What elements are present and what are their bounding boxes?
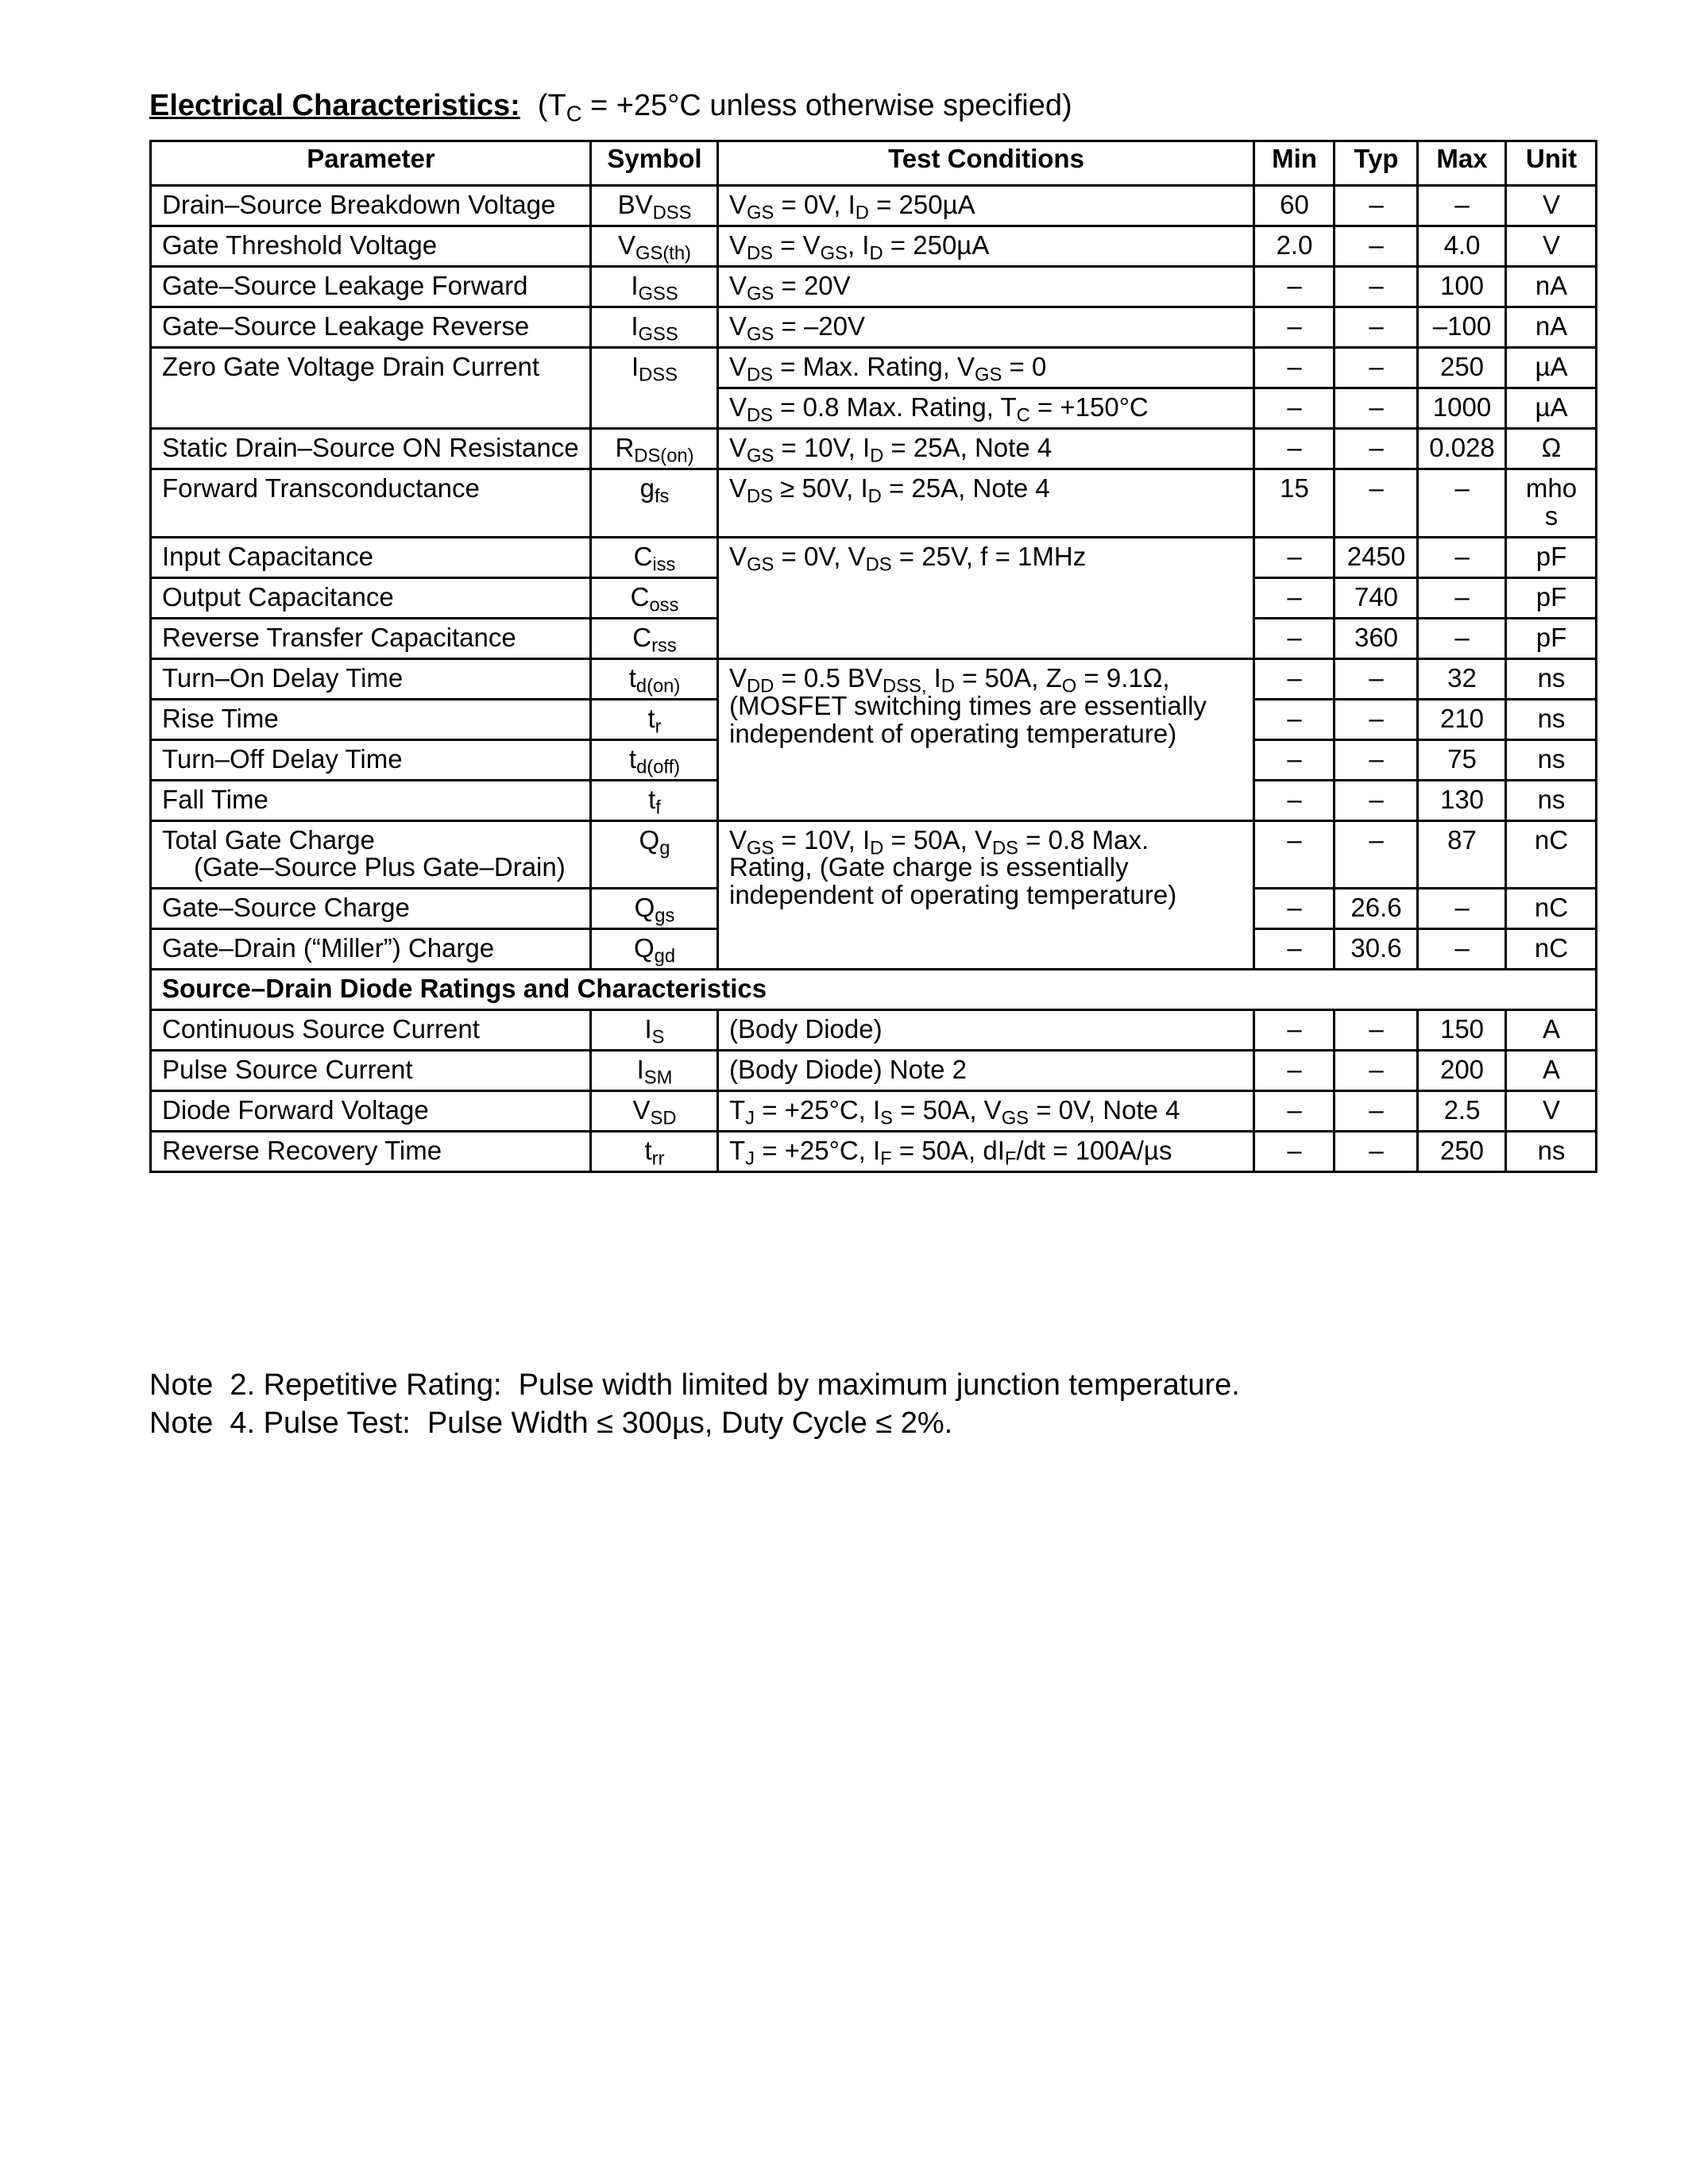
- param-cell: Reverse Recovery Time: [151, 1132, 591, 1172]
- param-cell: Zero Gate Voltage Drain Current: [151, 347, 591, 428]
- header-min: Min: [1254, 141, 1335, 186]
- symbol-cell: $I_{SM}$: [591, 1051, 718, 1091]
- unit-cell: A: [1506, 1051, 1597, 1091]
- param-cell: Reverse Transfer Capacitance: [151, 618, 591, 658]
- symbol-cell: $t_{d(off)}$: [591, 739, 718, 780]
- header-test-conditions: Test Conditions: [718, 141, 1254, 186]
- section-row: [151, 970, 1597, 1010]
- symbol-cell: $Q_g$: [591, 820, 718, 889]
- table-row: [151, 347, 1597, 388]
- param-cell: Continuous Source Current: [151, 1010, 591, 1051]
- unit-cell: pF: [1506, 618, 1597, 658]
- max-cell: 130: [1418, 780, 1506, 820]
- condition-cell: (Body Diode) Note 2: [718, 1051, 1254, 1091]
- condition-cell: $V_{DS} \ge 50V$, $I_D = 25A$, Note 4: [718, 469, 1254, 537]
- typ-cell: –: [1335, 1010, 1418, 1051]
- max-cell: 0.028: [1418, 428, 1506, 469]
- typ-cell: –: [1335, 469, 1418, 537]
- condition-cell: $V_{GS} = 10V$, $I_D = 50A$, $V_{DS} = 0.8$ Max. Rating, (Gate charge is essentially independent of operating temperature): [718, 820, 1254, 970]
- max-cell: –: [1418, 618, 1506, 658]
- condition-cell: (Body Diode): [718, 1010, 1254, 1051]
- unit-cell: ns: [1506, 699, 1597, 739]
- min-cell: –: [1254, 699, 1335, 739]
- condition-cell: $V_{GS} = 20V$: [718, 266, 1254, 307]
- symbol-cell: $V_{GS(th)}$: [591, 226, 718, 266]
- min-cell: –: [1254, 658, 1335, 699]
- min-cell: –: [1254, 739, 1335, 780]
- header-parameter: Parameter: [151, 141, 591, 186]
- unit-cell: ns: [1506, 739, 1597, 780]
- title-condition: ($T_C = +25^\circ C$ unless otherwise specified): [537, 89, 1072, 126]
- condition-cell: $V_{GS} = -20V$: [718, 307, 1254, 347]
- unit-cell: nA: [1506, 266, 1597, 307]
- unit-cell: nC: [1506, 889, 1597, 929]
- param-cell: Turn–Off Delay Time: [151, 739, 591, 780]
- param-cell: Forward Transconductance: [151, 469, 591, 537]
- max-cell: 200: [1418, 1051, 1506, 1091]
- min-cell: –: [1254, 889, 1335, 929]
- min-cell: –: [1254, 428, 1335, 469]
- typ-cell: –: [1335, 739, 1418, 780]
- typ-cell: –: [1335, 1091, 1418, 1132]
- param-cell: Fall Time: [151, 780, 591, 820]
- param-cell: Pulse Source Current: [151, 1051, 591, 1091]
- condition-cell: $V_{GS} = 0V$, $I_D = 250\mu A$: [718, 186, 1254, 226]
- max-cell: –: [1418, 889, 1506, 929]
- symbol-cell: $C_{oss}$: [591, 577, 718, 618]
- min-cell: –: [1254, 1051, 1335, 1091]
- min-cell: –: [1254, 347, 1335, 388]
- symbol-cell: $R_{DS(on)}$: [591, 428, 718, 469]
- min-cell: –: [1254, 537, 1335, 577]
- typ-cell: –: [1335, 658, 1418, 699]
- symbol-cell: $Q_{gd}$: [591, 929, 718, 970]
- symbol-cell: $Q_{gs}$: [591, 889, 718, 929]
- min-cell: –: [1254, 780, 1335, 820]
- note-4: Note 4. Pulse Test: Pulse Width ≤ 300µs, Duty Cycle ≤ 2%.: [149, 1406, 953, 1440]
- typ-cell: –: [1335, 1132, 1418, 1172]
- max-cell: 250: [1418, 347, 1506, 388]
- param-cell: Input Capacitance: [151, 537, 591, 577]
- typ-cell: 30.6: [1335, 929, 1418, 970]
- min-cell: –: [1254, 929, 1335, 970]
- condition-cell: $V_{DS} = V_{GS}$, $I_D = 250\mu A$: [718, 226, 1254, 266]
- table-row: [151, 307, 1597, 347]
- param-cell: Output Capacitance: [151, 577, 591, 618]
- condition-cell: $T_J = +25^\circ C$, $I_F = 50A$, $dI_F/dt = 100A/\mu s$: [718, 1132, 1254, 1172]
- page-title: [149, 89, 1072, 126]
- unit-cell: mho s: [1506, 469, 1597, 537]
- table-row: [151, 658, 1597, 699]
- table-row: [151, 266, 1597, 307]
- table-row: [151, 469, 1597, 537]
- max-cell: 75: [1418, 739, 1506, 780]
- min-cell: 60: [1254, 186, 1335, 226]
- table-row: [151, 226, 1597, 266]
- symbol-cell: $C_{rss}$: [591, 618, 718, 658]
- unit-cell: ns: [1506, 780, 1597, 820]
- param-cell: Gate–Drain (“Miller”) Charge: [151, 929, 591, 970]
- symbol-cell: $BV_{DSS}$: [591, 186, 718, 226]
- param-cell: Gate–Source Leakage Forward: [151, 266, 591, 307]
- table-row: [151, 428, 1597, 469]
- min-cell: 2.0: [1254, 226, 1335, 266]
- min-cell: –: [1254, 1091, 1335, 1132]
- max-cell: 2.5: [1418, 1091, 1506, 1132]
- typ-cell: –: [1335, 780, 1418, 820]
- max-cell: 210: [1418, 699, 1506, 739]
- condition-cell: $V_{DS}$ = Max. Rating, $V_{GS} = 0$: [718, 347, 1254, 388]
- unit-cell: nA: [1506, 307, 1597, 347]
- unit-cell: nC: [1506, 929, 1597, 970]
- param-cell: Drain–Source Breakdown Voltage: [151, 186, 591, 226]
- param-cell: Total Gate Charge (Gate–Source Plus Gate–Drain): [151, 820, 591, 889]
- notes: [149, 1366, 1240, 1442]
- symbol-cell: $t_f$: [591, 780, 718, 820]
- typ-cell: –: [1335, 266, 1418, 307]
- condition-cell: $V_{DS} = 0.8$ Max. Rating, $T_C = +150^\circ C$: [718, 388, 1254, 428]
- min-cell: –: [1254, 618, 1335, 658]
- table-row: [151, 1091, 1597, 1132]
- max-cell: 250: [1418, 1132, 1506, 1172]
- typ-cell: 2450: [1335, 537, 1418, 577]
- symbol-cell: $I_{GSS}$: [591, 307, 718, 347]
- unit-cell: A: [1506, 1010, 1597, 1051]
- typ-cell: 740: [1335, 577, 1418, 618]
- table-row: [151, 1132, 1597, 1172]
- typ-cell: –: [1335, 699, 1418, 739]
- table-row: [151, 820, 1597, 889]
- header-unit: Unit: [1506, 141, 1597, 186]
- max-cell: –: [1418, 929, 1506, 970]
- unit-cell: pF: [1506, 537, 1597, 577]
- symbol-cell: $t_{rr}$: [591, 1132, 718, 1172]
- min-cell: –: [1254, 388, 1335, 428]
- min-cell: –: [1254, 1010, 1335, 1051]
- min-cell: –: [1254, 820, 1335, 889]
- param-cell: Static Drain–Source ON Resistance: [151, 428, 591, 469]
- header-typ: Typ: [1335, 141, 1418, 186]
- unit-cell: Ω: [1506, 428, 1597, 469]
- unit-cell: pF: [1506, 577, 1597, 618]
- typ-cell: –: [1335, 307, 1418, 347]
- table-header-row: [151, 141, 1597, 186]
- electrical-characteristics-table: [149, 140, 1597, 1173]
- symbol-cell: $t_{d(on)}$: [591, 658, 718, 699]
- symbol-cell: $g_{fs}$: [591, 469, 718, 537]
- max-cell: 32: [1418, 658, 1506, 699]
- max-cell: 150: [1418, 1010, 1506, 1051]
- typ-cell: –: [1335, 226, 1418, 266]
- note-2: Note 2. Repetitive Rating: Pulse width limited by maximum junction temperature.: [149, 1368, 1240, 1402]
- condition-cell: $V_{GS} = 10V$, $I_D = 25A$, Note 4: [718, 428, 1254, 469]
- typ-cell: –: [1335, 186, 1418, 226]
- max-cell: –: [1418, 469, 1506, 537]
- param-cell: Gate Threshold Voltage: [151, 226, 591, 266]
- unit-cell: µA: [1506, 388, 1597, 428]
- param-cell: Rise Time: [151, 699, 591, 739]
- unit-cell: µA: [1506, 347, 1597, 388]
- unit-cell: ns: [1506, 1132, 1597, 1172]
- symbol-cell: $I_{DSS}$: [591, 347, 718, 428]
- min-cell: –: [1254, 577, 1335, 618]
- typ-cell: –: [1335, 347, 1418, 388]
- typ-cell: 360: [1335, 618, 1418, 658]
- header-symbol: Symbol: [591, 141, 718, 186]
- symbol-cell: $C_{iss}$: [591, 537, 718, 577]
- symbol-cell: $t_r$: [591, 699, 718, 739]
- table-row: [151, 186, 1597, 226]
- max-cell: –100: [1418, 307, 1506, 347]
- table-row: [151, 537, 1597, 577]
- min-cell: –: [1254, 1132, 1335, 1172]
- symbol-cell: $V_{SD}$: [591, 1091, 718, 1132]
- typ-cell: –: [1335, 820, 1418, 889]
- max-cell: 100: [1418, 266, 1506, 307]
- typ-cell: –: [1335, 388, 1418, 428]
- table-row: [151, 1051, 1597, 1091]
- typ-cell: –: [1335, 1051, 1418, 1091]
- min-cell: 15: [1254, 469, 1335, 537]
- typ-cell: 26.6: [1335, 889, 1418, 929]
- typ-cell: –: [1335, 428, 1418, 469]
- max-cell: 4.0: [1418, 226, 1506, 266]
- min-cell: –: [1254, 307, 1335, 347]
- max-cell: 1000: [1418, 388, 1506, 428]
- max-cell: –: [1418, 537, 1506, 577]
- param-cell: Turn–On Delay Time: [151, 658, 591, 699]
- unit-cell: nC: [1506, 820, 1597, 889]
- param-cell: Gate–Source Charge: [151, 889, 591, 929]
- max-cell: –: [1418, 186, 1506, 226]
- max-cell: 87: [1418, 820, 1506, 889]
- condition-cell: $V_{GS} = 0V$, $V_{DS} = 25V$, f = 1MHz: [718, 537, 1254, 658]
- min-cell: –: [1254, 266, 1335, 307]
- param-cell: Gate–Source Leakage Reverse: [151, 307, 591, 347]
- unit-cell: V: [1506, 226, 1597, 266]
- param-cell: Diode Forward Voltage: [151, 1091, 591, 1132]
- header-max: Max: [1418, 141, 1506, 186]
- symbol-cell: $I_S$: [591, 1010, 718, 1051]
- unit-cell: V: [1506, 1091, 1597, 1132]
- title-heading: Electrical Characteristics:: [149, 89, 520, 122]
- symbol-cell: $I_{GSS}$: [591, 266, 718, 307]
- max-cell: –: [1418, 577, 1506, 618]
- condition-cell: $V_{DD} = 0.5$ $BV_{DSS,}$ $I_D = 50A$, $Z_O = 9.1\Omega$, (MOSFET switching times are essentially independent of operating temperature): [718, 658, 1254, 820]
- section-title-diode: Source–Drain Diode Ratings and Characteristics: [151, 970, 1597, 1010]
- table-row: [151, 1010, 1597, 1051]
- unit-cell: ns: [1506, 658, 1597, 699]
- unit-cell: V: [1506, 186, 1597, 226]
- condition-cell: $T_J = +25^\circ C$, $I_S = 50A$, $V_{GS} = 0V$, Note 4: [718, 1091, 1254, 1132]
